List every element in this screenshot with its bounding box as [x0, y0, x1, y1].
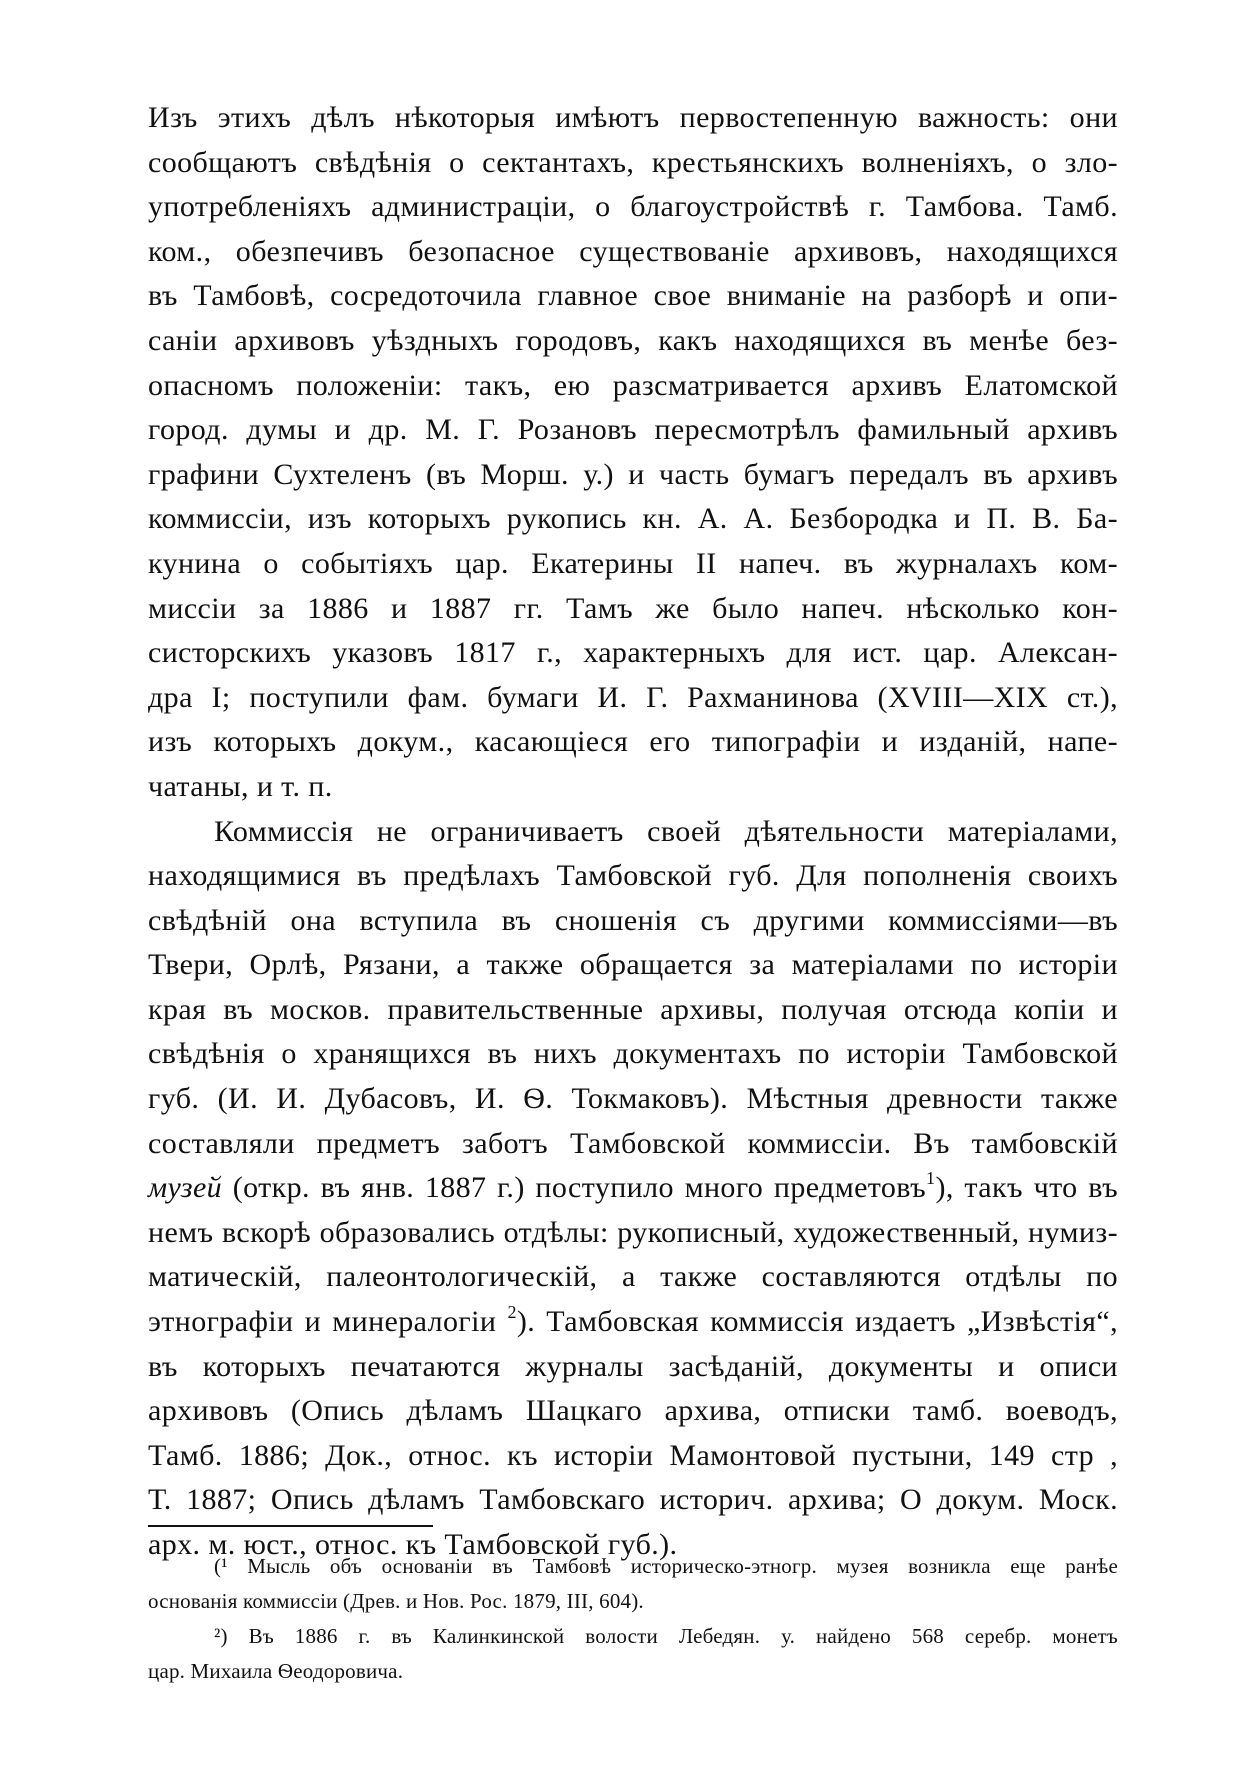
text-segment: ), такъ что въ: [935, 1171, 1118, 1205]
text-line: въ которыхъ печатаются журналы засѣданій, документы и описи: [148, 1349, 1118, 1383]
text-line: немъ вскорѣ образовались отдѣлы: рукописный, художественный, нумиз-: [148, 1215, 1118, 1249]
text-segment: этнографіи и минералогіи: [148, 1305, 508, 1339]
text-segment: (откр. въ янв. 1887 г.) поступило много предметовъ: [222, 1171, 927, 1205]
text-line: миссіи за 1886 и 1887 гг. Тамъ же было напеч. нѣсколько кон-: [148, 591, 1118, 625]
text-line: чатаны, и т. п.: [148, 769, 333, 803]
text-line: город. думы и др. М. Г. Розановъ пересмотрѣлъ фамильный архивъ: [148, 413, 1118, 447]
text-line: кунина о событіяхъ цар. Екатерины II напеч. въ журналахъ ком-: [148, 546, 1118, 580]
text-line: свѣдѣній она вступила въ сношенія съ другими коммиссіями—въ: [148, 903, 1118, 937]
text-line: губ. (И. И. Дубасовъ, И. Ѳ. Токмаковъ). Мѣстныя древности также: [148, 1082, 1118, 1116]
footnote-2-line: ²) Въ 1886 г. въ Калинкинской волости Лебедян. у. найдено 568 серебр. монетъ: [214, 1624, 1118, 1648]
footnote-1-line: (¹ Мысль объ основаніи въ Тамбовѣ историческо-этногр. музея возникла еще ранѣе: [214, 1554, 1118, 1578]
text-line: дра I; поступили фам. бумаги И. Г. Рахманинова (XVIII—XIX ст.),: [148, 680, 1118, 714]
footnote-1-line: основанія коммиссіи (Древ. и Нов. Рос. 1879, III, 604).: [148, 1589, 644, 1613]
text-line: саніи архивовъ уѣздныхъ городовъ, какъ находящихся въ менѣе без-: [148, 323, 1118, 357]
text-line: находящимися въ предѣлахъ Тамбовской губ. Для пополненія своихъ: [148, 859, 1118, 893]
text-line: коммиссіи, изъ которыхъ рукопись кн. А. А. Безбородка и П. В. Ба-: [148, 502, 1118, 536]
footnote-ref-1: 1: [926, 1168, 936, 1189]
text-line: въ Тамбовѣ, сосредоточила главное свое вниманіе на разборѣ и опи-: [148, 279, 1118, 313]
main-text: [148, 96, 1118, 1568]
paragraph-first-line: Коммиссія не ограничиваетъ своей дѣятельности матеріалами,: [214, 814, 1118, 848]
footnote-2-line: цар. Михаила Ѳеодоровича.: [148, 1659, 404, 1683]
text-line: матическій, палеонтологическій, а также составляются отдѣлы по: [148, 1260, 1118, 1294]
text-line: составляли предметъ заботъ Тамбовской коммиссіи. Въ тамбовскій: [148, 1126, 1118, 1160]
text-line: изъ которыхъ докум., касающіеся его типографіи и изданій, напе-: [148, 725, 1118, 759]
text-line: Твери, Орлѣ, Рязани, а также обращается за матеріалами по исторіи: [148, 948, 1118, 982]
text-line: употребленіяхъ администраціи, о благоустройствѣ г. Тамбова. Тамб.: [148, 190, 1118, 224]
text-line: Изъ этихъ дѣлъ нѣкоторыя имѣютъ первостепенную важность: они: [148, 101, 1118, 134]
text-line: края въ москов. правительственные архивы, получая отсюда копіи и: [148, 992, 1118, 1026]
text-segment: ). Тамбовская коммиссія издаетъ „Извѣстія“,: [516, 1305, 1118, 1339]
footnote-separator: [148, 1525, 433, 1527]
text-line: систорскихъ указовъ 1817 г., характерныхъ для ист. цар. Алексан-: [148, 636, 1118, 670]
text-line-museum: [148, 1166, 1118, 1211]
text-line-ethnography: [148, 1300, 1118, 1345]
text-line: арх. м. юст., относ. къ Тамбовской губ.).: [148, 1528, 678, 1561]
text-line: опасномъ положеніи: такъ, ею разсматривается архивъ Елатомской: [148, 368, 1118, 402]
footnote-ref-2: 2: [507, 1302, 517, 1323]
text-line: архивовъ (Опись дѣламъ Шацкаго архива, отписки тамб. воеводъ,: [148, 1394, 1118, 1428]
text-line: свѣдѣнія о хранящихся въ нихъ документахъ по исторіи Тамбовской: [148, 1037, 1118, 1071]
text-line: Тамб. 1886; Док., относ. къ исторіи Мамонтовой пустыни, 149 стр ,: [148, 1438, 1118, 1472]
text-line: ком., обезпечивъ безопасное существованіе архивовъ, находящихся: [148, 234, 1118, 268]
text-line: сообщаютъ свѣдѣнія о сектантахъ, крестьянскихъ волненіяхъ, о зло-: [148, 145, 1118, 179]
text-line: графини Сухтеленъ (въ Морш. у.) и часть бумагъ передалъ въ архивъ: [148, 457, 1118, 491]
footnotes: [148, 1549, 1118, 1689]
emphasis-museum: музей: [148, 1171, 223, 1205]
text-line: Т. 1887; Опись дѣламъ Тамбовскаго историч. архива; О докум. Моск.: [148, 1483, 1118, 1517]
